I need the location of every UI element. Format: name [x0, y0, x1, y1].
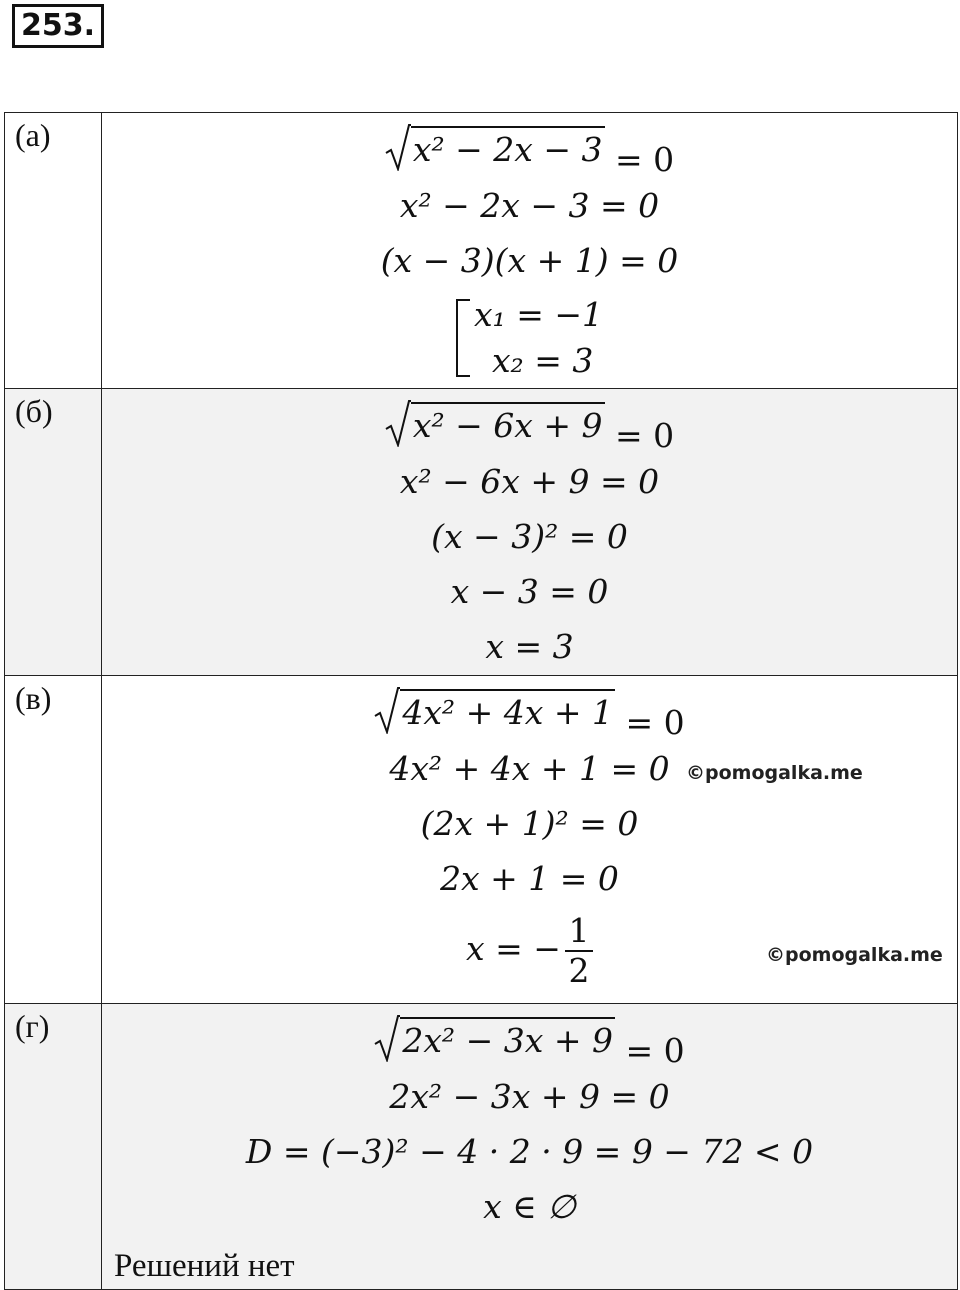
equation-line: x ∈ ∅ — [483, 1187, 576, 1226]
equation-line: 2x² − 3x + 9 = 0 — [389, 1077, 670, 1116]
watermark: ©pomogalka.me — [766, 944, 943, 966]
equation-rhs: = 0 — [604, 416, 675, 455]
system-line: x₂ = 3 — [491, 341, 594, 380]
fraction-numerator: 1 — [568, 911, 590, 950]
radical-sign-icon — [374, 1014, 400, 1062]
square-root — [374, 1014, 615, 1063]
square-root — [385, 399, 605, 448]
radicand: x² − 2x − 3 — [411, 126, 605, 172]
fraction-denominator: 2 — [568, 951, 590, 990]
solution-table — [4, 112, 958, 1290]
math-cell — [102, 1004, 958, 1290]
radicand: x² − 6x + 9 — [411, 402, 605, 448]
equation-line: x = 3 — [485, 627, 574, 666]
row-label: (б) — [5, 389, 102, 676]
equation-line: (x − 3)² = 0 — [431, 517, 628, 556]
equation-line: D = (−3)² − 4 · 2 · 9 = 9 − 72 < 0 — [245, 1132, 814, 1171]
row-g — [5, 1004, 958, 1290]
equation-line: x² − 6x + 9 = 0 — [399, 462, 660, 501]
system-line: x₁ = −1 — [473, 295, 604, 334]
radicand: 4x² + 4x + 1 — [400, 689, 615, 735]
equation-line — [374, 686, 684, 741]
fraction — [565, 912, 593, 990]
equation-line: x² − 2x − 3 = 0 — [399, 186, 660, 225]
equation-line — [466, 906, 593, 992]
radical-sign-icon — [385, 123, 411, 171]
radicand: 2x² − 3x + 9 — [400, 1017, 615, 1063]
equation-line — [374, 1014, 684, 1069]
row-v — [5, 676, 958, 1004]
math-cell — [102, 113, 958, 389]
equation-line: x − 3 = 0 — [450, 572, 609, 611]
bracket-icon — [456, 299, 470, 377]
square-root — [385, 123, 605, 172]
watermark: ©pomogalka.me — [686, 762, 863, 784]
equation-line — [385, 399, 674, 454]
row-label: (а) — [5, 113, 102, 389]
equation-rhs: = 0 — [604, 140, 675, 179]
equation-line: (x − 3)(x + 1) = 0 — [380, 241, 679, 280]
row-label: (в) — [5, 676, 102, 1004]
radical-sign-icon — [385, 399, 411, 447]
no-solutions-text: Решений нет — [114, 1248, 295, 1284]
row-a — [5, 113, 958, 389]
equation-line: 4x² + 4x + 1 = 0 — [389, 749, 670, 788]
equation-line — [385, 123, 674, 178]
equation-lhs: x = − — [466, 929, 561, 968]
equation-system — [456, 288, 603, 388]
row-label: (г) — [5, 1004, 102, 1290]
row-b — [5, 389, 958, 676]
problem-number: 253. — [12, 4, 104, 48]
math-cell — [102, 389, 958, 676]
square-root — [374, 686, 615, 735]
radical-sign-icon — [374, 686, 400, 734]
equation-rhs: = 0 — [615, 703, 685, 742]
equation-line: 2x + 1 = 0 — [440, 859, 619, 898]
equation-rhs: = 0 — [615, 1031, 685, 1070]
equation-line: (2x + 1)² = 0 — [420, 804, 639, 843]
math-cell — [102, 676, 958, 1004]
